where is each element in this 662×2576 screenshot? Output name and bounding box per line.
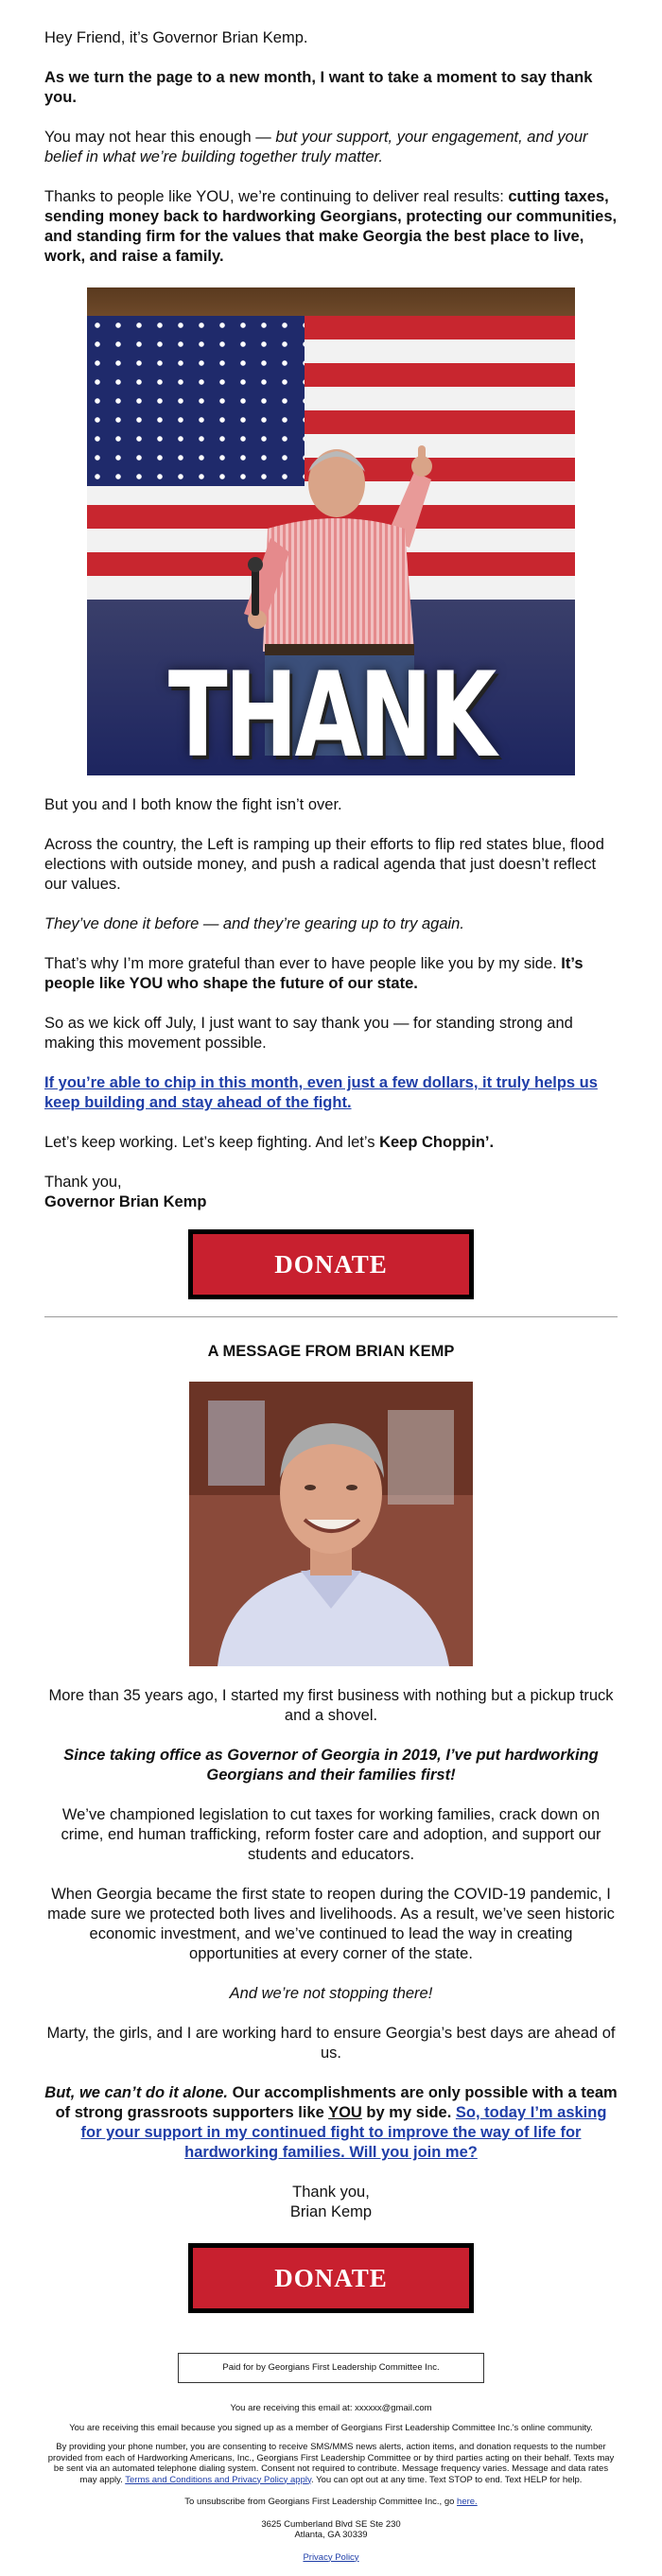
chip-in-link[interactable]: If you’re able to chip in this month, even just a few dollars, it truly helps us keep building and stay ahead of the fight. — [44, 1074, 598, 1111]
footer-receiving: You are receiving this email at: xxxxxx@gmail.com — [230, 2403, 432, 2413]
join-me-link[interactable]: So, today I’m asking for your support in my continued fight to improve the way of life for hardworking families. Will you join me? — [80, 2104, 607, 2161]
paragraph-chip-in — [44, 1073, 618, 1113]
message-covid: When Georgia became the first state to reopen during the COVID-19 pandemic, I made sure we protected both lives and livelihoods. As a result, we’ve seen historic economic investment, and we’ve continued to lead the way in creating opportunities at every corner of the state. — [47, 1886, 615, 1962]
footer-signed-up: You are receiving this email because you signed up as a member of Georgians First Leadership Committee Inc.'s online community. — [69, 2422, 593, 2433]
privacy-policy-link[interactable]: Privacy Policy — [303, 2551, 359, 2563]
message-business: More than 35 years ago, I started my first business with nothing but a pickup truck and a shovel. — [48, 1687, 614, 1724]
signoff: Thank you, — [44, 1174, 122, 1191]
donate-button-wrap-2 — [44, 2243, 618, 2313]
paragraph-keep-working: Let’s keep working. Let’s keep fighting. And let’s Keep Choppin’. — [44, 1134, 495, 1151]
message-ask: But, we can’t do it alone. Our accomplishments are only possible with a team of strong grassroots supporters like YOU by my side. So, today I’m asking for your support in my continued fight to improve the way of life for hardworking families. Will you join me? — [44, 2084, 618, 2161]
thank-you-banner-text: THANK — [167, 647, 495, 775]
paragraph-support: You may not hear this enough — but your support, your engagement, and your belief in what we’re building together truly matter. — [44, 129, 588, 165]
footer-unsubscribe: To unsubscribe from Georgians First Leadership Committee Inc., go here. — [184, 2497, 478, 2507]
message-signature: Brian Kemp — [289, 2203, 373, 2220]
footer-sms-consent: By providing your phone number, you are consenting to receive SMS/MMS news alerts, action items, and donation requests to the number provided from each of Hardworking Americans, Inc., Georgians First Leadership Committee or by third parties acting on their behalf. Texts may be sent via an automated telephone dialing system. Consent not required to contribute. Message frequency varies. Message and data rates may apply. Terms and Conditions and Privacy Policy apply. You can opt out at any time. Text STOP to end. Text HELP for help. — [47, 2442, 615, 2485]
donate-button-wrap — [44, 1229, 618, 1299]
message-office: Since taking office as Governor of Georgia in 2019, I’ve put hardworking Georgians and their families first! — [63, 1747, 599, 1784]
paid-for-by-box: Paid for by Georgians First Leadership Committee Inc. — [178, 2353, 484, 2383]
message-legislation: We’ve championed legislation to cut taxes for working families, crack down on crime, end human trafficking, reform foster care and adoption, and support our students and educators. — [61, 1806, 601, 1863]
greeting: Hey Friend, it’s Governor Brian Kemp. — [44, 29, 308, 46]
message-title: A MESSAGE FROM BRIAN KEMP — [207, 1343, 455, 1360]
divider — [44, 1316, 618, 1317]
paragraph-fight: But you and I both know the fight isn’t over. — [44, 796, 342, 813]
paragraph-grateful: That’s why I’m more grateful than ever to have people like you by my side. It’s people like YOU who shape the future of our state. — [44, 955, 584, 992]
thank-you-hero-image — [87, 287, 575, 775]
footer-address-line-1: 3625 Cumberland Blvd SE Ste 230 — [261, 2518, 401, 2530]
donate-button-2[interactable]: DONATE — [188, 2243, 474, 2313]
terms-link[interactable]: Terms and Conditions and Privacy Policy apply — [125, 2474, 312, 2485]
footer-address-line-2: Atlanta, GA 30339 — [294, 2530, 368, 2540]
signature: Governor Brian Kemp — [44, 1193, 207, 1210]
message-signoff: Thank you, — [292, 2184, 370, 2201]
message-not-stopping: And we’re not stopping there! — [229, 1985, 433, 2002]
paragraph-left: Across the country, the Left is ramping up their efforts to flip red states blue, flood elections with outside money, and push a radical agenda that just doesn’t reflect our values. — [44, 836, 604, 893]
footer-privacy — [44, 2552, 618, 2564]
paragraph-july: So as we kick off July, I just want to say thank you — for standing strong and making this movement possible. — [44, 1015, 573, 1052]
donate-button[interactable]: DONATE — [188, 1229, 474, 1299]
message-family: Marty, the girls, and I are working hard to ensure Georgia’s best days are ahead of us. — [46, 2025, 616, 2062]
paragraph-results: Thanks to people like YOU, we’re continuing to deliver real results: cutting taxes, sending money back to hardworking Georgians, protecting our communities, and standing firm for the values that make Georgia the best place to live, work, and raise a family. — [44, 188, 618, 265]
brian-kemp-portrait — [189, 1382, 473, 1666]
paragraph-before: They’ve done it before — and they’re gearing up to try again. — [44, 915, 464, 932]
unsubscribe-link[interactable]: here. — [457, 2497, 478, 2507]
message-body — [44, 1686, 618, 2222]
intro-paragraph: As we turn the page to a new month, I want to take a moment to say thank you. — [44, 69, 593, 106]
